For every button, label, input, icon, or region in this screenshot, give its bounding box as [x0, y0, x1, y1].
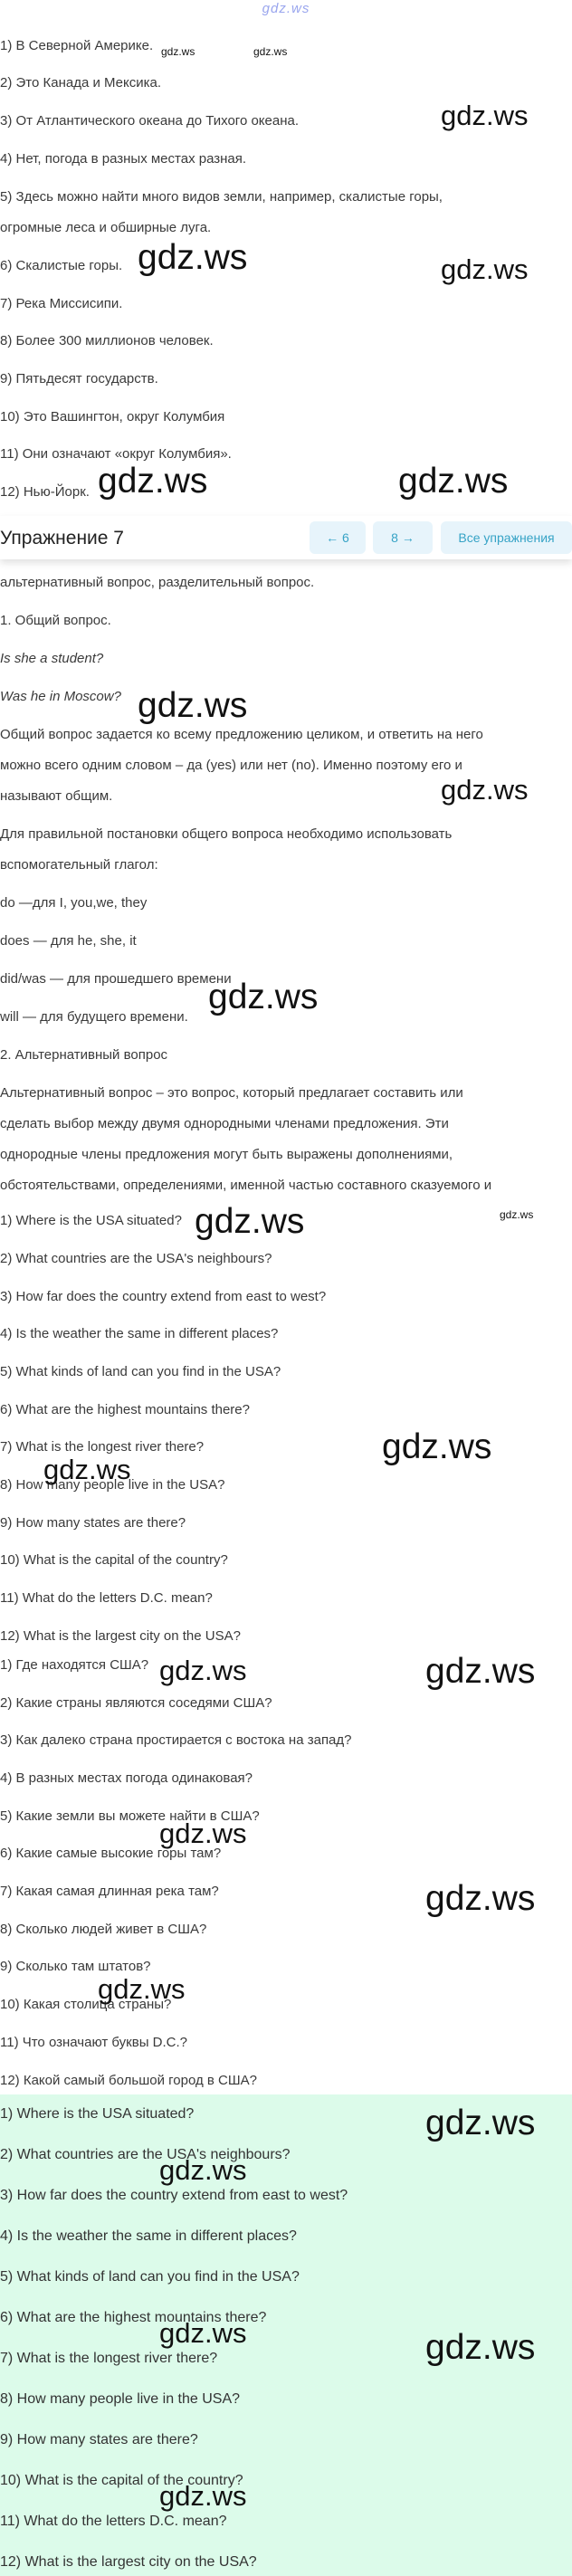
question-ru-line: 7) Какая самая длинная река там? [0, 1884, 219, 1899]
question-ru-line: 4) В разных местах погода одинаковая? [0, 1770, 253, 1786]
answer-panel-line: 10) What is the capital of the country? [0, 2473, 243, 2488]
answer-panel-line: 12) What is the largest city on the USA? [0, 2554, 257, 2570]
theory-line: 2. Альтернативный вопрос [0, 1047, 168, 1063]
watermark: gdz.ws [253, 45, 288, 58]
question-line: 9) How many states are there? [0, 1515, 186, 1531]
answer-panel [0, 2094, 572, 2576]
watermark: gdz.ws [195, 1202, 305, 1241]
watermark: gdz.ws [161, 45, 195, 58]
theory-line: Общий вопрос задается ко всему предложению целиком, и ответить на него [0, 727, 483, 742]
watermark: gdz.ws [159, 2317, 247, 2349]
watermark: gdz.ws [98, 1973, 186, 2005]
watermark: gdz.ws [398, 462, 509, 501]
watermark: gdz.ws [441, 253, 529, 285]
theory-line: does — для he, she, it [0, 933, 137, 949]
answer-line: 10) Это Вашингтон, округ Колумбия [0, 409, 225, 425]
watermark: gdz.ws [425, 2104, 536, 2142]
question-line: 5) What kinds of land can you find in the USA? [0, 1364, 281, 1379]
watermark: gdz.ws [500, 1208, 534, 1221]
theory-line: do —для I, you,we, they [0, 895, 148, 911]
site-logo[interactable]: gdz.ws [262, 1, 310, 16]
answer-line: 2) Это Канада и Мексика. [0, 75, 162, 91]
theory-line: сделать выбор между двумя однородными членами предложения. Эти [0, 1116, 449, 1131]
arrow-right-icon: → [401, 530, 415, 545]
watermark: gdz.ws [138, 238, 248, 277]
theory-line: называют общим. [0, 788, 113, 804]
next-exercise-label: 8 [391, 530, 398, 545]
answer-panel-line: 7) What is the longest river there? [0, 2351, 218, 2366]
question-line: 8) How many people live in the USA? [0, 1477, 225, 1493]
watermark: gdz.ws [138, 686, 248, 725]
question-line: 6) What are the highest mountains there? [0, 1402, 250, 1417]
arrow-left-icon: ← [326, 530, 339, 545]
question-ru-line: 1) Где находятся США? [0, 1657, 149, 1673]
question-line: 1) Where is the USA situated? [0, 1213, 182, 1228]
prev-exercise-button[interactable] [310, 521, 366, 554]
answer-panel-line: 2) What countries are the USA's neighbours? [0, 2147, 291, 2162]
watermark: gdz.ws [43, 1454, 131, 1485]
answer-panel-line: 6) What are the highest mountains there? [0, 2310, 267, 2325]
next-exercise-button[interactable] [373, 521, 433, 554]
question-line: 4) Is the weather the same in different places? [0, 1326, 279, 1341]
theory-example: Is she a student? [0, 651, 104, 666]
answer-line: 7) Река Миссисипи. [0, 296, 123, 311]
theory-line: Альтернативный вопрос – это вопрос, который предлагает составить или [0, 1085, 463, 1101]
exercise-nav-bar [0, 516, 572, 559]
question-ru-line: 11) Что означают буквы D.C.? [0, 2035, 187, 2050]
question-line: 11) What do the letters D.C. mean? [0, 1590, 213, 1606]
answer-panel-line: 11) What do the letters D.C. mean? [0, 2514, 227, 2529]
question-ru-line: 3) Как далеко страна простирается с востока на запад? [0, 1732, 352, 1748]
question-ru-line: 10) Какая столица страны? [0, 1997, 172, 2012]
answer-panel-line: 9) How many states are there? [0, 2432, 198, 2447]
watermark: gdz.ws [208, 978, 319, 1016]
theory-line: альтернативный вопрос, разделительный вопрос. [0, 575, 315, 590]
watermark: gdz.ws [159, 1818, 247, 1849]
answer-panel-line: 8) How many people live in the USA? [0, 2391, 241, 2407]
answer-line: 8) Более 300 миллионов человек. [0, 333, 214, 348]
theory-line: Для правильной постановки общего вопроса необходимо использовать [0, 826, 453, 842]
question-line: 3) How far does the country extend from east to west? [0, 1289, 327, 1304]
theory-line: will — для будущего времени. [0, 1009, 188, 1025]
answer-line: огромные леса и обширные луга. [0, 220, 212, 235]
exercise-title: Упражнение 7 [0, 528, 124, 549]
watermark: gdz.ws [159, 2154, 247, 2186]
answer-panel-line: 4) Is the weather the same in different places? [0, 2228, 297, 2244]
answer-line: 9) Пятьдесят государств. [0, 371, 158, 386]
theory-example: Was he in Moscow? [0, 689, 121, 704]
question-line: 10) What is the capital of the country? [0, 1552, 228, 1568]
question-ru-line: 2) Какие страны являются соседями США? [0, 1695, 272, 1711]
theory-line: обстоятельствами, определениями, именной частью составного сказуемого и [0, 1178, 492, 1193]
answer-line: 1) В Северной Америке. [0, 38, 154, 53]
answer-line: 6) Скалистые горы. [0, 258, 123, 273]
prev-exercise-label: 6 [342, 530, 349, 545]
watermark: gdz.ws [98, 462, 208, 501]
theory-line: можно всего одним словом – да (yes) или нет (no). Именно поэтому его и [0, 758, 462, 773]
watermark: gdz.ws [425, 2328, 536, 2367]
watermark: gdz.ws [425, 1879, 536, 1918]
watermark: gdz.ws [159, 2480, 247, 2512]
answer-panel-line: 5) What kinds of land can you find in the USA? [0, 2269, 300, 2285]
answer-panel-line: 1) Where is the USA situated? [0, 2106, 195, 2122]
question-ru-line: 6) Какие самые высокие горы там? [0, 1846, 222, 1861]
question-line: 2) What countries are the USA's neighbours? [0, 1251, 272, 1266]
theory-line: вспомогательный глагол: [0, 857, 158, 873]
answer-panel-line: 3) How far does the country extend from east to west? [0, 2188, 348, 2203]
theory-line: 1. Общий вопрос. [0, 613, 111, 628]
question-ru-line: 5) Какие земли вы можете найти в США? [0, 1808, 260, 1824]
answer-line: 3) От Атлантического океана до Тихого океана. [0, 113, 300, 129]
question-ru-line: 8) Сколько людей живет в США? [0, 1922, 207, 1937]
answer-line: 12) Нью-Йорк. [0, 484, 90, 500]
watermark: gdz.ws [425, 1652, 536, 1691]
theory-line: did/was — для прошедшего времени [0, 971, 232, 987]
watermark: gdz.ws [441, 774, 529, 806]
watermark: gdz.ws [441, 100, 529, 131]
answer-line: 11) Они означают «округ Колумбия». [0, 446, 232, 462]
question-line: 7) What is the longest river there? [0, 1439, 205, 1455]
theory-line: однородные члены предложения могут быть выражены дополнениями, [0, 1147, 453, 1162]
answer-line: 5) Здесь можно найти много видов земли, например, скалистые горы, [0, 189, 443, 205]
watermark: gdz.ws [382, 1427, 492, 1466]
question-ru-line: 12) Какой самый большой город в США? [0, 2073, 257, 2088]
watermark: gdz.ws [159, 1655, 247, 1686]
question-ru-line: 9) Сколько там штатов? [0, 1959, 151, 1974]
question-line: 12) What is the largest city on the USA? [0, 1628, 241, 1644]
all-exercises-button[interactable]: Все упражнения [441, 521, 572, 554]
answer-line: 4) Нет, погода в разных местах разная. [0, 151, 247, 167]
